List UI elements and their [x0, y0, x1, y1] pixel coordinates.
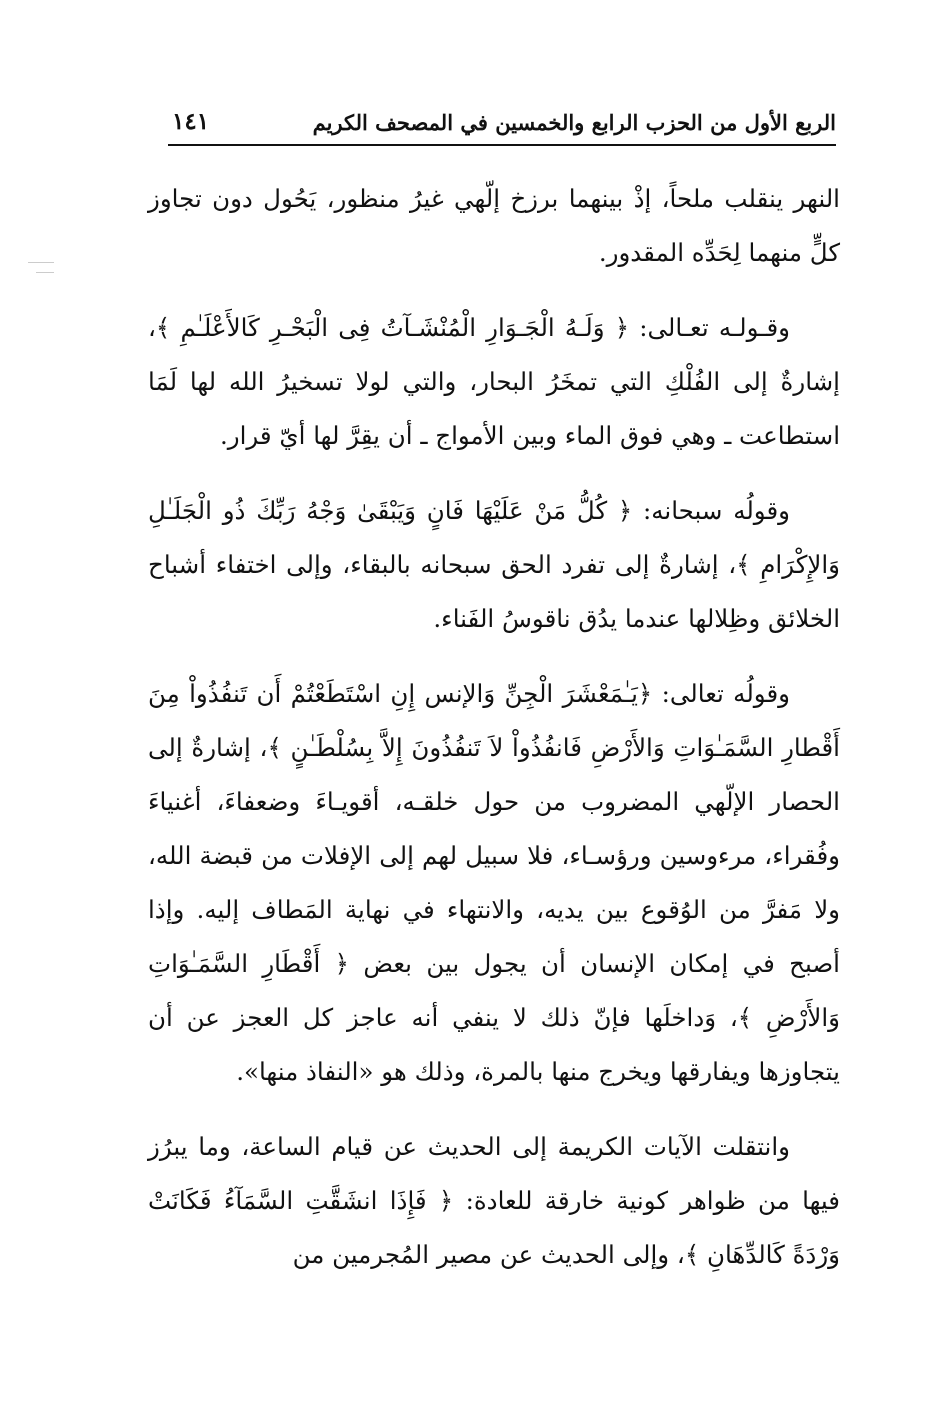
paragraph: وقـولـه تعـالى: ﴿ وَلَـهُ الْجَـوَارِ الْمُنْشَـآتُ فِى الْبَحْـرِ كَالأَعْلَـٰمِ ﴾، إشارةٌ إلى الفُلْكِ التي تمخَرُ البحار، والتي لولا تسخيرُ الله لها لَمَا استطاعت ـ وهي فوق الماء وبين الأمواج ـ أن يقِرَّ لها أيّ قرار. — [148, 313, 840, 450]
scan-artifact — [28, 262, 54, 263]
page-header — [168, 104, 836, 144]
paragraph: وانتقلت الآيات الكريمة إلى الحديث عن قيام الساعة، وما يبرُز فيها من ظواهر كونية خارقة للعادة: ﴿ فَإِذَا انشَقَّتِ السَّمَآءُ فَكَانَتْ وَرْدَةً كَالدِّهَانِ ﴾، وإلى الحديث عن مصير المُجرمين من — [148, 1132, 840, 1269]
running-title: الربع الأول من الحزب الرابع والخمسين في المصحف الكريم — [312, 110, 836, 135]
paragraph: وقولُه تعالى: ﴿يَـٰمَعْشَرَ الْجِنِّ وَالإنس إِنِ اسْتَطَعْتُمْ أَن تَنفُذُواْ مِنَ أَقْطارِ السَّمَـٰوَاتِ وَالأَرْضِ فَانفُذُواْ لاَ تَنفُذُونَ إِلاَّ بِسُلْطَـٰنٍ ﴾، إشارةٌ إلى الحصار الإلّهي المضروب من حول خلقـه، أقويـاءَ وضعفاءَ، أغنياءَ وفُقراء، مرءوسين ورؤسـاء، فلا سبيل لهم إلى الإفلات من قبضة الله، ولا مَفرَّ من الوُقوع بين يديه، والانتهاء في نهاية المَطاف إليه. وإذا أصبح في إمكان الإنسان أن يجول بين بعض ﴿ أَقْطَارِ السَّمَـٰوَاتِ وَالأَرْضِ ﴾، وَداخلَها فإنّ ذلك لا ينفي أنه عاجز كل العجز عن أن يتجاوزها ويفارقها ويخرج منها بالمرة، وذلك هو «النفاذ منها». — [148, 679, 840, 1086]
paragraph: النهر ينقلب ملحاً، إذْ بينهما برزخ إلّهي غيرُ منظور، يَحُول دون تجاوز كلٍّ منهما لِحَدِّه المقدور. — [148, 184, 840, 267]
paragraph: وقولُه سبحانه: ﴿ كُلُّ مَنْ عَلَيْهَا فَانٍ وَيَبْقَىٰ وَجْهُ رَبِّكَ ذُو الْجَلَـٰلِ وَالإِكْرَامِ ﴾، إشارةٌ إلى تفرد الحق سبحانه بالبقاء، وإلى اختفاء أشباح الخلائق وظِلالها عندما يدُق ناقوسُ الفَناء. — [148, 496, 840, 633]
page-number: ١٤١ — [172, 108, 210, 135]
header-rule — [168, 144, 836, 146]
body-text — [148, 172, 840, 1303]
scan-artifact — [36, 272, 54, 273]
